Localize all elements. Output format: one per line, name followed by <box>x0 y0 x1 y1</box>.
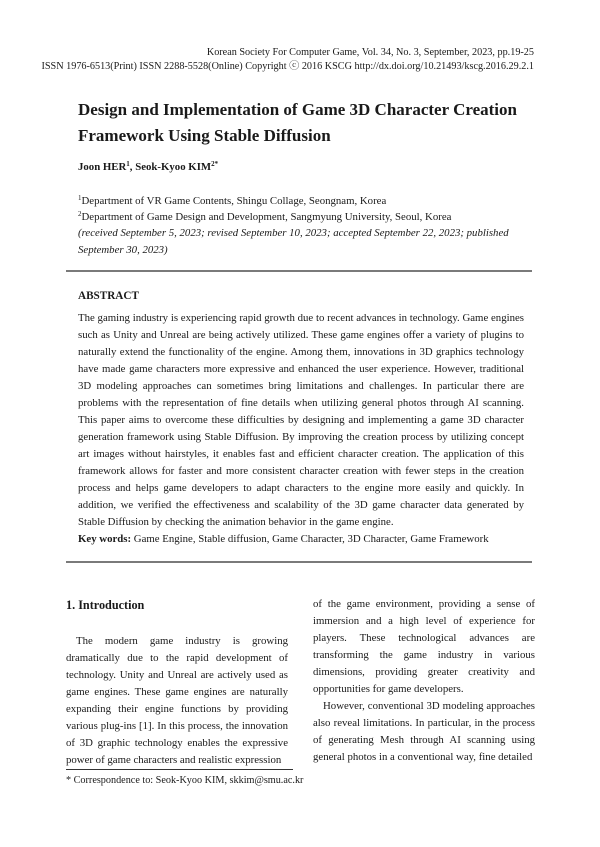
keywords-text: Game Engine, Stable diffusion, Game Character, 3D Character, Game Framework <box>131 533 489 545</box>
abstract-heading: ABSTRACT <box>78 290 139 302</box>
correspondence-footnote: * Correspondence to: Seok-Kyoo KIM, skkim@smu.ac.kr <box>66 775 304 786</box>
right-column <box>313 596 535 766</box>
affiliation-mark: 1 <box>78 194 82 202</box>
affiliation-text: Department of VR Game Contents, Shingu Collage, Seongnam, Korea <box>81 195 387 207</box>
paper-title: Design and Implementation of Game 3D Character Creation Framework Using Stable Diffusion <box>78 100 517 145</box>
divider <box>66 270 532 272</box>
affiliation <box>78 209 451 225</box>
paragraph: The modern game industry is growing dramatically due to the rapid development of technology. Unity and Unreal are actively used as game engines. These game engines are naturally expanding their engine functions by providing various plug-ins [1]. In this process, the innovation of 3D graphic technology enables the expressive power of game characters and realistic expression <box>66 635 288 766</box>
paragraph: of the game environment, providing a sense of immersion and a high level of experience for players. These technological advances are transforming the game industry in various dimensions, providing greater creativity and opportunities for game developers. <box>313 598 535 695</box>
abstract-body: The gaming industry is experiencing rapid growth due to recent advances in technology. Game engines such as Unity and Unreal are being actively utilized. These game engines offer a variety of plugins to naturally extend the functionality of the engine. Among them, innovations in 3D graphics technology have made game characters more expressive and enhanced the user experience. However, traditional 3D modeling approaches can sometimes bring limitations and challenges. In particular there are problems with the representation of fine details when utilizing general photos through AI scanning. This paper aims to overcome these difficulties by designing and implementing a game 3D character generation framework using Stable Diffusion. By improving the creation process by utilizing concept art images without hairstyles, it enables fast and efficient character creation. The application of this framework allows for faster and more consistent character creation with fewer steps in the creation process and helps game developers to adapt characters to the engine more easily and quickly. In addition, we verified the effectiveness and scalability of the 3D game character data generated by Stable Diffusion by checking the animation behavior in the game engine. <box>78 312 524 528</box>
keywords <box>78 533 489 545</box>
author-name: Seok-Kyoo KIM <box>135 161 212 173</box>
keywords-label: Key words: <box>78 533 132 545</box>
publication-dates: (received September 5, 2023; revised September 10, 2023; accepted September 22, 2023; published September 30, 2023) <box>78 227 509 256</box>
issn-doi-line: ISSN 1976-6513(Print) ISSN 2288-5528(Online) Copyright ⓒ 2016 KSCG http://dx.doi.org/10.21493/kscg.2016.29.2.1 <box>41 61 534 72</box>
divider <box>66 561 532 563</box>
affiliation-mark: 2 <box>78 210 82 218</box>
paragraph: However, conventional 3D modeling approaches also reveal limitations. In particular, in the process of generating Mesh through AI scanning using general photos in a conventional way, fine detailed <box>313 700 535 763</box>
affiliation <box>78 193 386 209</box>
left-column <box>66 633 288 769</box>
author-affiliation-mark: 1 <box>126 160 130 168</box>
footnote-rule <box>66 769 293 770</box>
author-affiliation-mark: 2* <box>211 160 219 168</box>
section-heading: 1. Introduction <box>66 598 145 612</box>
author-list <box>78 161 218 173</box>
affiliation-text: Department of Game Design and Development, Sangmyung University, Seoul, Korea <box>81 211 452 223</box>
journal-header-line: Korean Society For Computer Game, Vol. 34, No. 3, September, 2023, pp.19-25 <box>206 47 534 58</box>
author-separator: , <box>129 161 136 173</box>
author-name: Joon HER <box>78 161 127 173</box>
